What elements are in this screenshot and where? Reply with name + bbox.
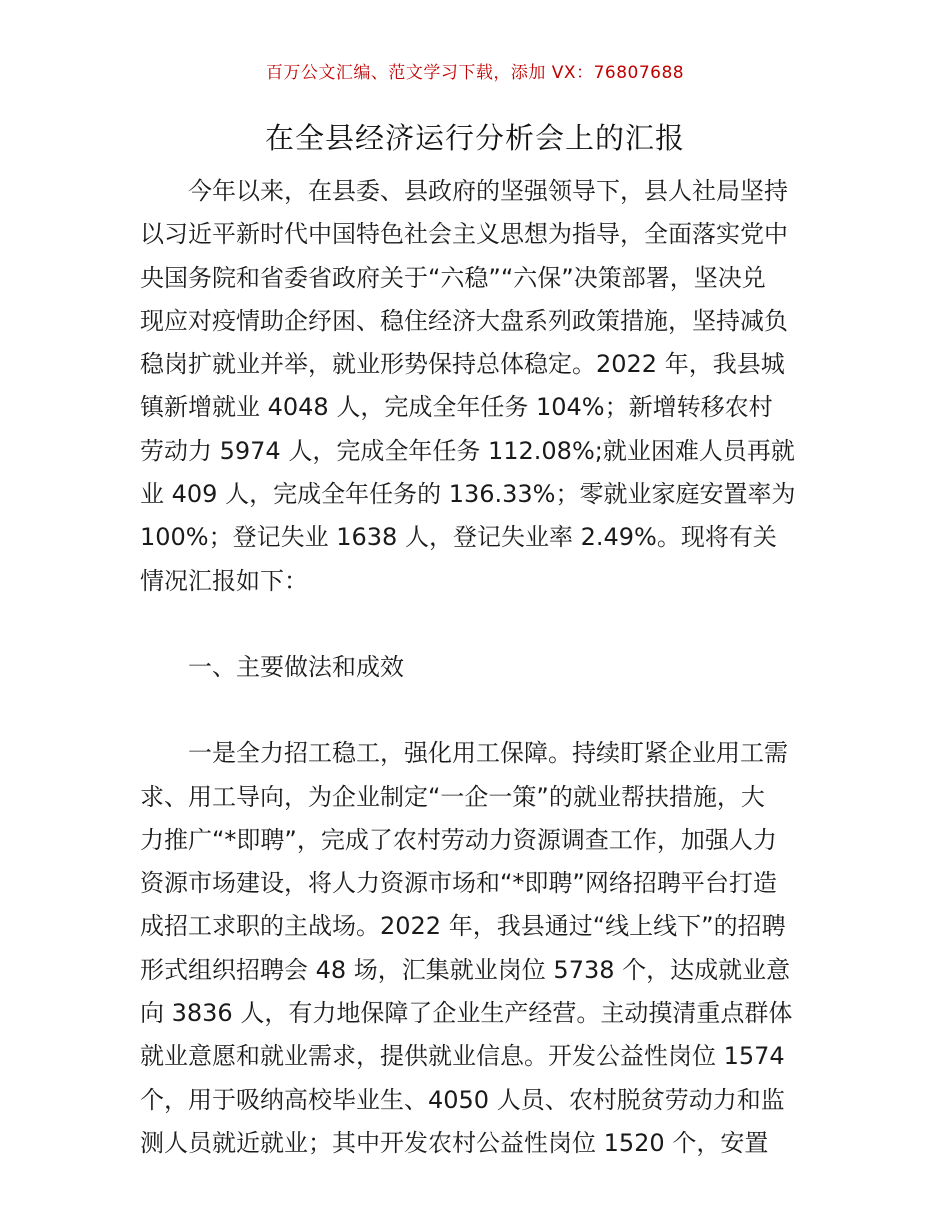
paragraph-2-line: 资源市场建设，将人力资源市场和“*即聘”网络招聘平台打造 bbox=[140, 869, 777, 898]
paragraph-spacer bbox=[140, 603, 812, 646]
paragraph-1-line: 今年以来，在县委、县政府的坚强领导下，县人社局坚持 bbox=[188, 177, 788, 205]
paragraph-2-line: 向 3836 人，有力地保障了企业生产经营。主动摸清重点群体 bbox=[140, 999, 793, 1028]
section-heading: 一、主要做法和成效 bbox=[188, 652, 404, 681]
document-body bbox=[140, 170, 812, 1165]
paragraph-1-line: 镇新增就业 4048 人，完成全年任务 104%；新增转移农村 bbox=[140, 393, 773, 422]
paragraph-2-line: 形式组织招聘会 48 场，汇集就业岗位 5738 个，达成就业意 bbox=[140, 955, 791, 984]
paragraph-1-line: 100%；登记失业 1638 人，登记失业率 2.49%。现将有关 bbox=[140, 523, 777, 552]
paragraph-1-line: 央国务院和省委省政府关于“六稳”“六保”决策部署，坚决兑 bbox=[140, 263, 766, 292]
paragraph-1-line: 业 409 人，完成全年任务的 136.33%；零就业家庭安置率为 bbox=[140, 480, 796, 509]
paragraph-2-line: 个，用于吸纳高校毕业生、4050 人员、农村脱贫劳动力和监 bbox=[140, 1085, 785, 1114]
document-title: 在全县经济运行分析会上的汇报 bbox=[264, 121, 685, 155]
paragraph-2-line: 一是全力招工稳工，强化用工保障。持续盯紧企业用工需 bbox=[188, 739, 788, 768]
paragraph-1-line: 以习近平新时代中国特色社会主义思想为指导，全面落实党中 bbox=[140, 220, 788, 249]
paragraph-2-line: 求、用工导向，为企业制定“一企一策”的就业帮扶措施，大 bbox=[140, 782, 765, 811]
header-watermark-note: 百万公文汇编、范文学习下载，添加 VX：76807688 bbox=[265, 63, 685, 83]
paragraph-2-line: 就业意愿和就业需求，提供就业信息。开发公益性岗位 1574 bbox=[140, 1042, 785, 1071]
paragraph-1-line: 劳动力 5974 人，完成全年任务 112.08%;就业困难人员再就 bbox=[140, 436, 795, 465]
paragraph-1-line: 现应对疫情助企纾困、稳住经济大盘系列政策措施，坚持减负 bbox=[140, 306, 788, 335]
paragraph-1-line: 稳岗扩就业并举，就业形势保持总体稳定。2022 年，我县城 bbox=[140, 350, 785, 379]
paragraph-spacer bbox=[140, 689, 812, 732]
paragraph-2-line: 力推广“*即聘”，完成了农村劳动力资源调查工作，加强人力 bbox=[140, 825, 777, 854]
paragraph-1-line: 情况汇报如下： bbox=[140, 566, 308, 595]
paragraph-2-line: 测人员就近就业；其中开发农村公益性岗位 1520 个，安置 bbox=[140, 1128, 769, 1157]
paragraph-2-line: 成招工求职的主战场。2022 年，我县通过“线上线下”的招聘 bbox=[140, 912, 786, 941]
